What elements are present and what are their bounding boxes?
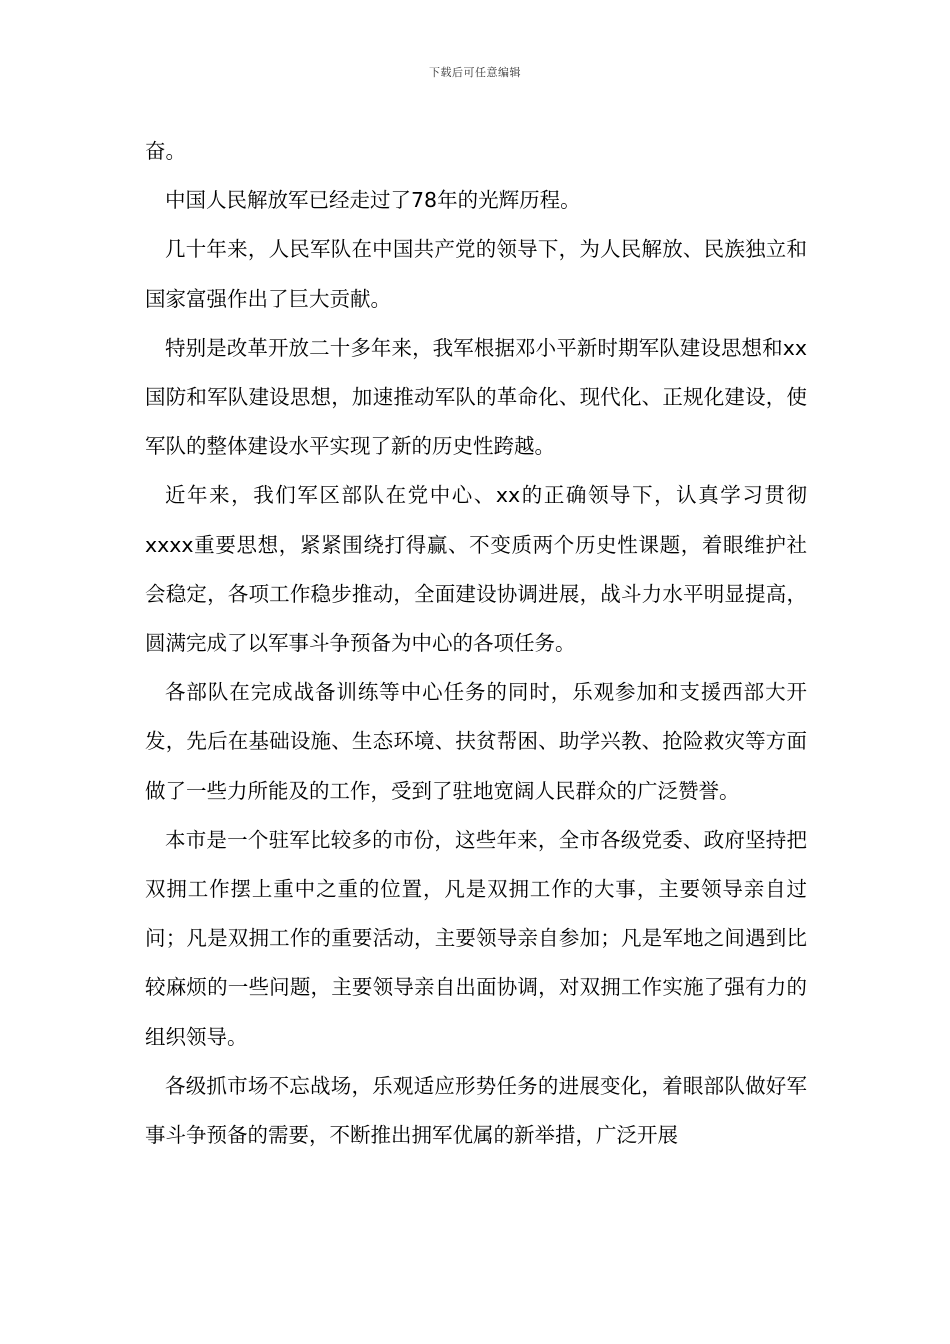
paragraph: 特别是改革开放二十多年来，我军根据邓小平新时期军队建设思想和xx国防和军队建设思想，加速推动军队的革命化、现代化、正规化建设，使军队的整体建设水平实现了新的历史性跨越。 — [145, 335, 807, 459]
paragraph: 本市是一个驻军比较多的市份，这些年来，全市各级党委、政府坚持把双拥工作摆上重中之重的位置，凡是双拥工作的大事，主要领导亲自过问；凡是双拥工作的重要活动，主要领导亲自参加；凡是军地之间遇到比较麻烦的一些问题，主要领导亲自出面协调，对双拥工作实施了强有力的组织领导。 — [145, 827, 807, 1049]
paragraph: 近年来，我们军区部队在党中心、xx的正确领导下，认真学习贯彻xxxx重要思想，紧紧围绕打得赢、不变质两个历史性课题，着眼维护社会稳定，各项工作稳步推动，全面建设协调进展，战斗力水平明显提高，圆满完成了以军事斗争预备为中心的各项任务。 — [145, 483, 807, 656]
page-header: 下载后可任意编辑 — [429, 66, 521, 79]
paragraph: 中国人民解放军已经走过了78年的光辉历程。 — [165, 188, 581, 213]
paragraph-continuation: 奋。 — [145, 139, 186, 163]
paragraph: 各级抓市场不忘战场，乐观适应形势任务的进展变化，着眼部队做好军事斗争预备的需要，不断推出拥军优属的新举措，广泛开展 — [145, 1073, 807, 1148]
paragraph: 几十年来，人民军队在中国共产党的领导下，为人民解放、民族独立和国家富强作出了巨大贡献。 — [145, 237, 807, 311]
document-body — [145, 127, 807, 1160]
paragraph: 各部队在完成战备训练等中心任务的同时，乐观参加和支援西部大开发，先后在基础设施、生态环境、扶贫帮困、助学兴教、抢险救灾等方面做了一些力所能及的工作，受到了驻地宽阔人民群众的广泛赞誉。 — [145, 680, 807, 803]
